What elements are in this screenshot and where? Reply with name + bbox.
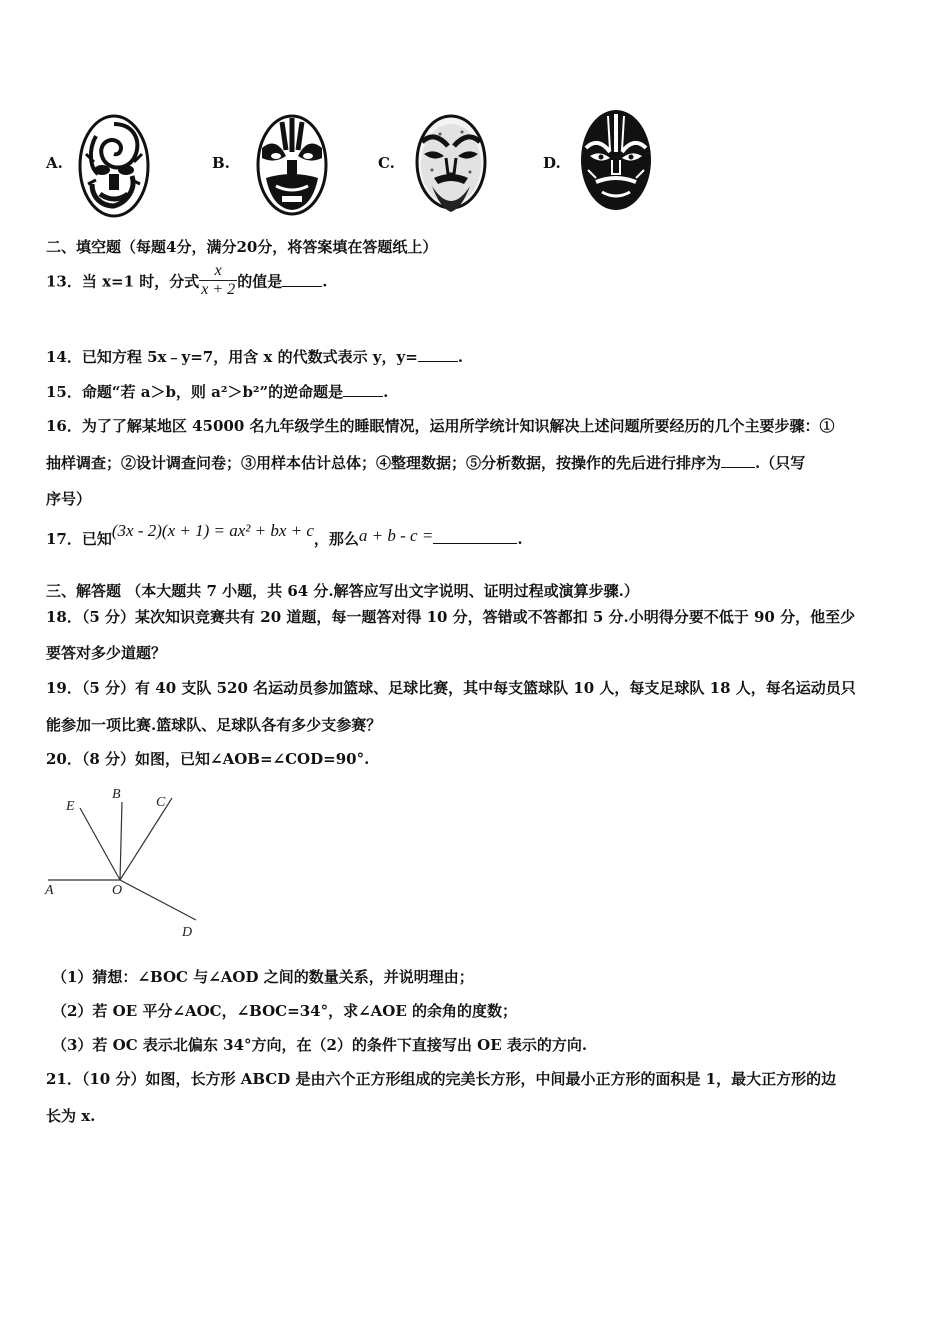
q14-text: 14．已知方程 5x﹣y=7，用含 x 的代数式表示 y，y= [46, 348, 418, 366]
q14-end: . [457, 348, 464, 366]
label-e: E [66, 799, 75, 814]
q15-end: . [383, 383, 389, 401]
answer-blank [721, 455, 755, 468]
answer-blank [343, 384, 383, 397]
question-16-line3: 序号） [46, 490, 92, 508]
question-16-line2 [46, 452, 805, 473]
question-19-line1: 19．（5 分）有 40 支队 520 名运动员参加篮球、足球比赛，其中每支篮球队 10 人，每支足球队 18 人，每名运动员只 [46, 679, 856, 697]
question-21-line2: 长为 x. [46, 1107, 96, 1125]
question-20-sub1: （1）猜想：∠BOC 与∠AOD 之间的数量关系，并说明理由； [52, 968, 474, 986]
question-20-sub3: （3）若 OC 表示北偏东 34°方向，在（2）的条件下直接写出 OE 表示的方向. [52, 1036, 588, 1054]
q17-expression: a + b - c = [358, 526, 434, 545]
q17-end: . [517, 530, 523, 548]
question-19-line2: 能参加一项比赛.篮球队、足球队各有多少支参赛？ [46, 716, 382, 734]
question-18-line1: 18．（5 分）某次知识竞赛共有 20 道题，每一题答对得 10 分，答错或不答都扣 5 分.小明得分要不低于 90 分，他至少 [46, 608, 856, 626]
q16-line2-text: 抽样调查；②设计调查问卷；③用样本估计总体；④整理数据；⑤分析数据，按操作的先后进行排序为 [46, 454, 722, 472]
q16-line2-end: .（只写 [755, 454, 806, 472]
opera-mask-icon [252, 112, 332, 218]
question-18-line2: 要答对多少道题？ [46, 644, 167, 662]
option-b-label: B. [212, 154, 230, 172]
option-c-label: C. [378, 154, 395, 172]
answer-blank [418, 349, 458, 362]
label-d: D [182, 925, 193, 940]
question-14 [46, 346, 463, 367]
fraction-denominator: x + 2 [201, 281, 236, 298]
q13-prefix: 13．当 x=1 时，分式 [46, 272, 200, 291]
ray-od [120, 880, 196, 920]
angle-diagram [44, 778, 214, 944]
q17-mid: ，那么 [313, 530, 359, 548]
label-a: A [45, 883, 54, 898]
question-20-sub2: （2）若 OE 平分∠AOC，∠BOC=34°，求∠AOE 的余角的度数； [52, 1002, 517, 1020]
fraction-numerator: x [214, 262, 222, 279]
question-13 [46, 264, 327, 301]
question-17 [46, 521, 523, 549]
option-d-label: D. [543, 154, 561, 172]
q13-suffix: 的值是 [237, 272, 283, 291]
q17-prefix: 17．已知 [46, 530, 112, 548]
fraction [199, 262, 237, 299]
opera-mask-icon [578, 108, 654, 212]
spiral-mask-icon [76, 114, 152, 218]
label-o: O [112, 883, 123, 898]
answer-blank [282, 274, 322, 287]
q15-text: 15．命题“若 a＞b，则 a²＞b²”的逆命题是 [46, 383, 344, 401]
ray-oe [80, 808, 120, 880]
question-20-stem: 20．（8 分）如图，已知∠AOB=∠COD=90°. [46, 750, 370, 768]
label-b: B [112, 787, 121, 802]
q13-end: . [322, 272, 328, 291]
section2-heading: 二、填空题（每题4分，满分20分，将答案填在答题纸上） [46, 238, 438, 256]
option-a-label: A. [46, 154, 63, 172]
q17-equation: (3x - 2)(x + 1) = ax² + bx + c [111, 521, 314, 540]
opera-mask-icon [412, 112, 490, 216]
ray-oc [120, 798, 172, 880]
question-16-line1: 16．为了了解某地区 45000 名九年级学生的睡眠情况，运用所学统计知识解决上述问题所要经历的几个主要步骤：① [46, 417, 835, 435]
ray-ob [120, 802, 122, 880]
question-21-line1: 21．（10 分）如图，长方形 ABCD 是由六个正方形组成的完美长方形，中间最小正方形的面积是 1，最大正方形的边 [46, 1070, 837, 1088]
answer-blank [433, 531, 517, 544]
label-c: C [156, 795, 166, 810]
question-15 [46, 381, 388, 402]
section3-heading: 三、解答题 （本大题共 7 小题，共 64 分.解答应写出文字说明、证明过程或演算步骤.） [46, 582, 639, 600]
